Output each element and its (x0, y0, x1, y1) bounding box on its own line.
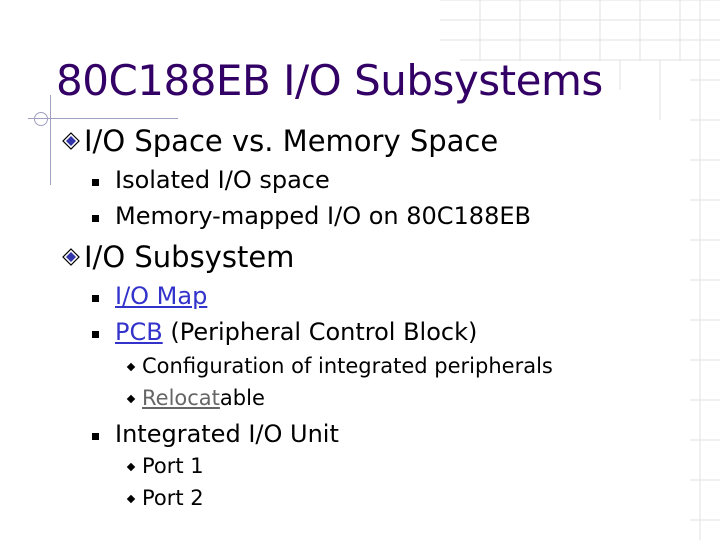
relocatable-link[interactable]: Relocat (142, 386, 220, 410)
sub-list-item-text: Port 1 (142, 454, 204, 478)
sub-list-item-text: Configuration of integrated peripherals (142, 354, 553, 378)
diamond-bullet-icon (60, 130, 82, 152)
decorative-circle (34, 112, 48, 126)
section-io-space (60, 124, 498, 158)
section-label: I/O Subsystem (84, 240, 295, 274)
square-bullet-icon (92, 433, 99, 440)
square-bullet-icon (92, 215, 99, 222)
diamond-bullet-icon (60, 246, 82, 268)
small-diamond-bullet-icon (127, 363, 135, 371)
list-item (92, 282, 207, 310)
list-item (92, 420, 339, 448)
list-item-text: (Peripheral Control Block) (162, 318, 478, 346)
section-label: I/O Space vs. Memory Space (84, 124, 499, 158)
sub-list-item-text: Port 2 (142, 486, 204, 510)
sub-list-item (128, 454, 204, 478)
list-item (92, 318, 477, 346)
decorative-horizontal-rule (28, 118, 178, 119)
list-item-text: Isolated I/O space (115, 166, 330, 194)
square-bullet-icon (92, 179, 99, 186)
square-bullet-icon (92, 331, 99, 338)
small-diamond-bullet-icon (127, 463, 135, 471)
slide-title: 80C188EB I/O Subsystems (56, 56, 603, 105)
sub-list-item (128, 354, 553, 378)
list-item-text: Integrated I/O Unit (115, 420, 339, 448)
small-diamond-bullet-icon (127, 495, 135, 503)
sub-list-item (128, 386, 265, 410)
list-item (92, 202, 531, 230)
list-item (92, 166, 330, 194)
pcb-link[interactable]: PCB (115, 318, 163, 346)
list-item-text: Memory-mapped I/O on 80C188EB (115, 202, 531, 230)
small-diamond-bullet-icon (127, 395, 135, 403)
sub-list-item (128, 486, 204, 510)
sub-list-item-text: able (219, 386, 265, 410)
decorative-vertical-rule (50, 95, 51, 185)
square-bullet-icon (92, 295, 99, 302)
section-io-subsystem (60, 240, 294, 274)
io-map-link[interactable]: I/O Map (115, 282, 208, 310)
